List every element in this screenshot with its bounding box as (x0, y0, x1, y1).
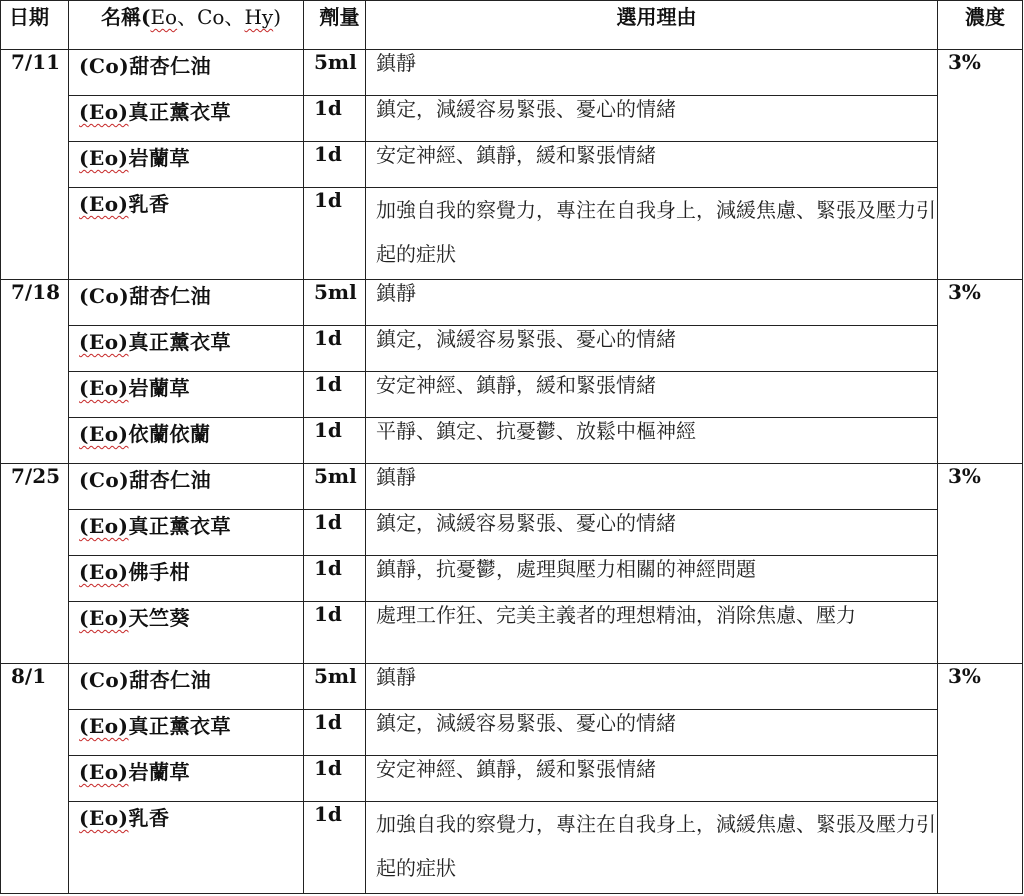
oil-dose: 1d (304, 188, 366, 280)
header-name-sep: 、Co、 (177, 5, 245, 29)
oil-reason: 鎮靜，抗憂鬱，處理與壓力相關的神經問題 (366, 556, 938, 602)
oil-reason: 加強自我的察覺力，專注在自我身上，減緩焦慮、緊張及壓力引起的症狀 (366, 802, 938, 894)
oil-dose: 1d (304, 556, 366, 602)
header-date: 日期 (1, 1, 69, 50)
oil-reason: 安定神經、鎮靜，緩和緊張情緒 (366, 372, 938, 418)
table-row (1, 802, 1023, 894)
blend-date: 7/18 (1, 280, 69, 464)
table-row (1, 372, 1023, 418)
oil-name (69, 142, 304, 188)
oil-label: 甜杏仁油 (129, 284, 212, 308)
oil-name (69, 50, 304, 96)
oil-dose: 1d (304, 418, 366, 464)
table-row (1, 188, 1023, 280)
oil-name (69, 802, 304, 894)
oil-reason: 鎮靜 (366, 280, 938, 326)
oil-reason: 處理工作狂、完美主義者的理想精油，消除焦慮、壓力 (366, 602, 938, 664)
blend-date: 7/25 (1, 464, 69, 664)
table-row (1, 142, 1023, 188)
oil-reason: 安定神經、鎮靜，緩和緊張情緒 (366, 142, 938, 188)
oil-dose: 5ml (304, 50, 366, 96)
oil-tag: (Eo) (79, 714, 129, 738)
oil-tag: (Co) (79, 284, 130, 308)
oil-dose: 5ml (304, 464, 366, 510)
oil-label: 真正薰衣草 (128, 514, 232, 538)
table-header-row (1, 1, 1023, 50)
oil-reason: 鎮靜 (366, 50, 938, 96)
oil-label: 甜杏仁油 (129, 668, 212, 692)
blend-date: 8/1 (1, 664, 69, 894)
oil-tag: (Eo) (79, 514, 129, 538)
oil-label: 乳香 (128, 806, 170, 830)
header-concentration: 濃度 (938, 1, 1023, 50)
oil-tag: (Eo) (79, 560, 129, 584)
oil-tag: (Eo) (79, 806, 129, 830)
oil-reason: 鎮定，減緩容易緊張、憂心的情緒 (366, 510, 938, 556)
table-row (1, 326, 1023, 372)
header-name-eo: Eo (150, 5, 178, 29)
oil-name (69, 280, 304, 326)
oil-name (69, 602, 304, 664)
oil-dose: 5ml (304, 280, 366, 326)
table-row (1, 756, 1023, 802)
oil-name (69, 756, 304, 802)
table-row (1, 464, 1023, 510)
oil-name (69, 188, 304, 280)
oil-tag: (Eo) (79, 330, 129, 354)
table-row (1, 96, 1023, 142)
oil-name (69, 710, 304, 756)
oil-name (69, 96, 304, 142)
oil-dose: 1d (304, 602, 366, 664)
oil-reason: 加強自我的察覺力，專注在自我身上，減緩焦慮、緊張及壓力引起的症狀 (366, 188, 938, 280)
oil-dose: 5ml (304, 664, 366, 710)
blend-concentration: 3% (938, 664, 1023, 894)
oil-tag: (Eo) (79, 376, 129, 400)
table-row (1, 710, 1023, 756)
oil-label: 佛手柑 (128, 560, 191, 584)
oil-name (69, 326, 304, 372)
oil-name (69, 418, 304, 464)
header-reason: 選用理由 (366, 1, 938, 50)
oil-reason: 平靜、鎮定、抗憂鬱、放鬆中樞神經 (366, 418, 938, 464)
oil-label: 岩蘭草 (128, 146, 191, 170)
oil-dose: 1d (304, 756, 366, 802)
oil-dose: 1d (304, 326, 366, 372)
oil-reason: 鎮定，減緩容易緊張、憂心的情緒 (366, 710, 938, 756)
oil-tag: (Eo) (79, 422, 129, 446)
header-name-hy: Hy (244, 5, 274, 29)
oil-tag: (Eo) (79, 146, 129, 170)
oil-label: 甜杏仁油 (129, 54, 212, 78)
oil-label: 依蘭依蘭 (128, 422, 211, 446)
oil-label: 岩蘭草 (128, 760, 191, 784)
table-row (1, 556, 1023, 602)
oil-tag: (Co) (79, 468, 130, 492)
oil-reason: 安定神經、鎮靜，緩和緊張情緒 (366, 756, 938, 802)
oil-name (69, 556, 304, 602)
oil-label: 乳香 (128, 192, 170, 216)
oil-dose: 1d (304, 710, 366, 756)
header-name-suffix: ) (273, 5, 281, 29)
table-row (1, 418, 1023, 464)
oil-reason: 鎮靜 (366, 664, 938, 710)
blend-date: 7/11 (1, 50, 69, 280)
oil-tag: (Eo) (79, 192, 129, 216)
oil-dose: 1d (304, 142, 366, 188)
blend-concentration: 3% (938, 280, 1023, 464)
header-dose: 劑量 (304, 1, 366, 50)
oil-name (69, 664, 304, 710)
oil-dose: 1d (304, 802, 366, 894)
oil-tag: (Eo) (79, 100, 129, 124)
oil-dose: 1d (304, 372, 366, 418)
oil-reason: 鎮定，減緩容易緊張、憂心的情緒 (366, 96, 938, 142)
oil-dose: 1d (304, 96, 366, 142)
oil-name (69, 372, 304, 418)
oil-label: 岩蘭草 (128, 376, 191, 400)
oil-name (69, 464, 304, 510)
oil-reason: 鎮定，減緩容易緊張、憂心的情緒 (366, 326, 938, 372)
oil-label: 天竺葵 (128, 606, 191, 630)
table-row (1, 50, 1023, 96)
table-row (1, 664, 1023, 710)
oil-label: 真正薰衣草 (128, 100, 232, 124)
oil-label: 真正薰衣草 (128, 330, 232, 354)
table-row (1, 510, 1023, 556)
blend-concentration: 3% (938, 50, 1023, 280)
table-row (1, 602, 1023, 664)
oil-name (69, 510, 304, 556)
oil-tag: (Co) (79, 54, 130, 78)
oil-label: 甜杏仁油 (129, 468, 212, 492)
header-name (69, 1, 304, 50)
blend-concentration: 3% (938, 464, 1023, 664)
oil-label: 真正薰衣草 (128, 714, 232, 738)
oil-tag: (Eo) (79, 606, 129, 630)
table-row (1, 280, 1023, 326)
oil-dose: 1d (304, 510, 366, 556)
oil-tag: (Eo) (79, 760, 129, 784)
oil-reason: 鎮靜 (366, 464, 938, 510)
header-name-prefix: 名稱( (100, 5, 151, 29)
oil-tag: (Co) (79, 668, 130, 692)
